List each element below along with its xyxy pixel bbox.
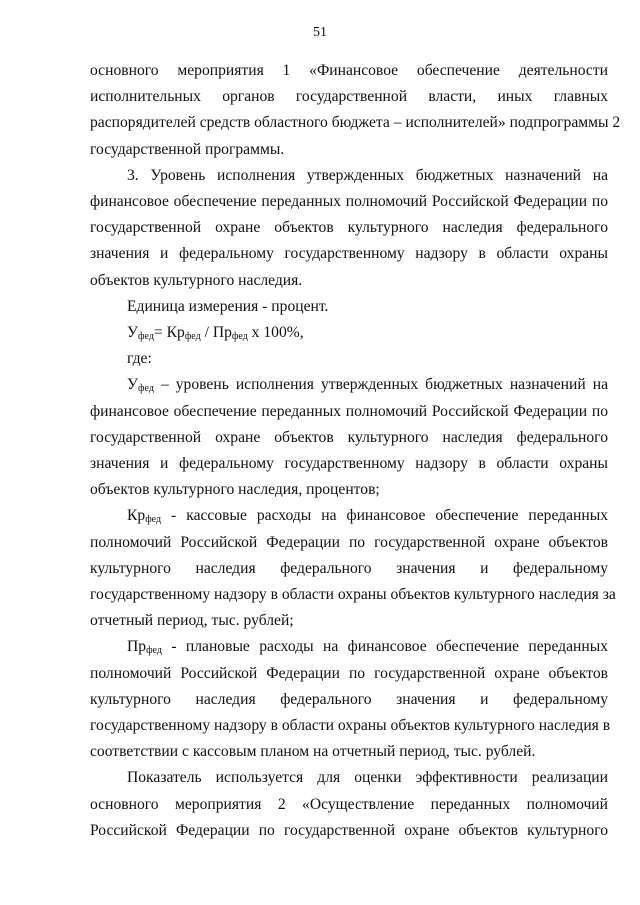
definition-kr	[90, 503, 616, 634]
text-line: основного мероприятия 2 «Осуществление переданных полномочий	[90, 795, 608, 813]
text-line: государственной программы.	[90, 140, 285, 158]
text-line: $У_{фед}$ – уровень исполнения утвержденных бюджетных назначений на	[127, 376, 608, 395]
text-line: значения и федеральному государственному надзору в области охраны	[90, 455, 608, 473]
text-line: полномочий Российской Федерации по государственной охране объектов	[90, 664, 608, 682]
text-line: финансовое обеспечение переданных полномочий Российской Федерации по	[90, 402, 608, 420]
text-line: $Пр_{фед}$ - плановые расходы на финансовое обеспечение переданных	[127, 638, 608, 657]
unit-line: Единица измерения - процент.	[127, 297, 329, 315]
text-line: значения и федеральному государственному надзору в области охраны	[90, 245, 608, 263]
text-line: финансовое обеспечение переданных полномочий Российской Федерации по	[90, 193, 608, 211]
term-kr: $Кр_{фед}$	[127, 507, 162, 526]
text-line: $Кр_{фед}$ - кассовые расходы на финансовое обеспечение переданных	[127, 507, 608, 526]
text-line: государственному надзору в области охраны объектов культурного наследия за	[90, 586, 616, 604]
page-number: 51	[313, 25, 327, 40]
formula: $У_{фед}= Кр_{фед} / Пр_{фед}$ х 100%,	[127, 324, 304, 343]
text-line: государственному надзору в области охраны объектов культурного наследия в	[90, 717, 611, 735]
definition-pr	[90, 634, 611, 765]
paragraph	[90, 765, 608, 844]
term-u: $У_{фед}$	[127, 376, 154, 395]
text-line: культурного наследия федерального значения и федеральному	[90, 559, 608, 577]
text-line: 3. Уровень исполнения утвержденных бюджетных назначений на	[127, 166, 608, 184]
text-line: государственной охране объектов культурного наследия федерального	[90, 428, 608, 446]
paragraph	[90, 58, 621, 163]
document-body	[90, 58, 621, 844]
text-line: государственной охране объектов культурного наследия федерального	[90, 219, 608, 237]
term-pr: $Пр_{фед}$	[127, 638, 162, 657]
text-line: распорядителей средств областного бюджета – исполнителей» подпрограммы 2	[90, 114, 621, 132]
text-line: отчетный период, тыс. рублей;	[90, 612, 294, 630]
text-line: Российской Федерации по государственной охране объектов культурного	[90, 821, 608, 839]
text-line: основного мероприятия 1 «Финансовое обеспечение деятельности	[90, 62, 608, 79]
where-line: где:	[127, 350, 152, 368]
text-line: объектов культурного наследия.	[90, 271, 303, 289]
text-line: полномочий Российской Федерации по государственной охране объектов	[90, 533, 608, 551]
paragraph	[90, 163, 608, 294]
text-line: культурного наследия федерального значения и федеральному	[90, 690, 608, 708]
text-line: соответствии с кассовым планом на отчетный период, тыс. рублей.	[90, 743, 536, 761]
text-line: исполнительных органов государственной власти, иных главных	[90, 88, 608, 106]
text-line: Показатель используется для оценки эффективности реализации	[127, 769, 608, 787]
definition-u	[90, 372, 608, 503]
text-line: объектов культурного наследия, процентов;	[90, 481, 380, 499]
